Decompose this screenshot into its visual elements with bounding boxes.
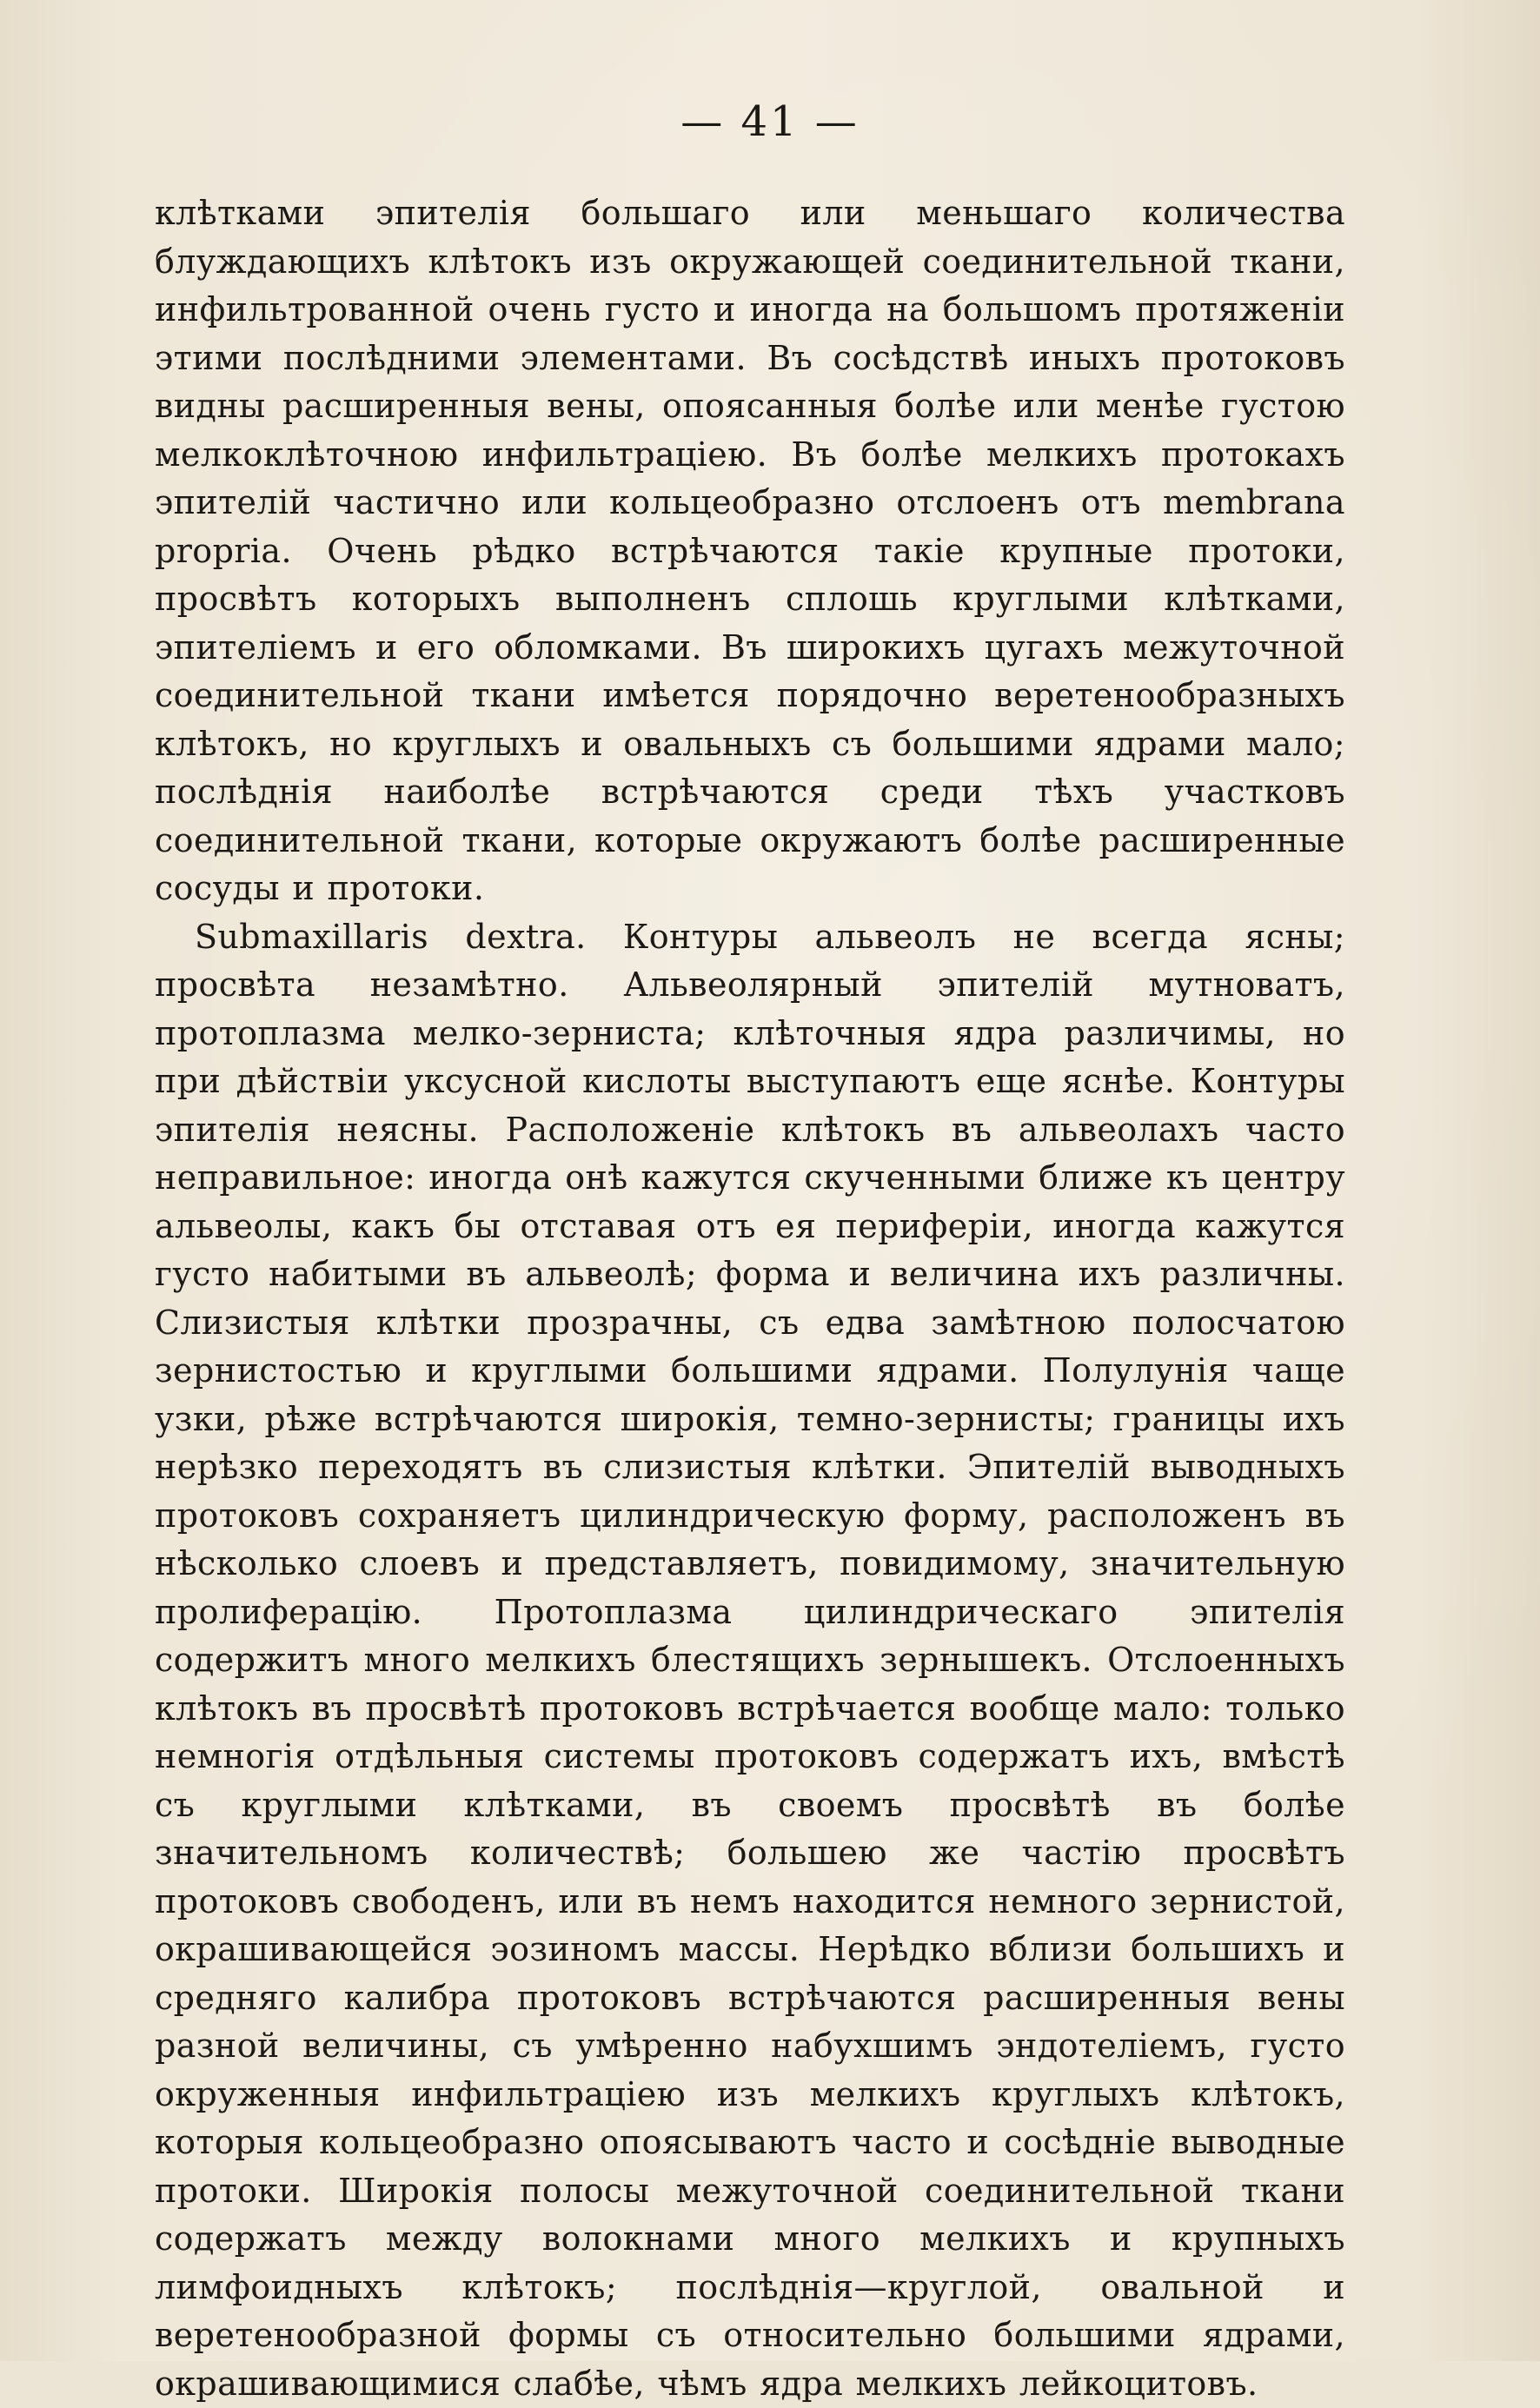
paragraph-submaxillaris-dextra: Submaxillaris dextra. Контуры альвеолъ не всегда ясны; просвѣта незамѣтно. Альвеолярный эпителій мутноватъ, протоплазма мелко-зерниста; клѣточныя ядра различимы, но при дѣйствіи уксусной кислоты выступаютъ еще яснѣе. Контуры эпителія неясны. Расположеніе клѣтокъ въ альвеолахъ часто неправильное: иногда онѣ кажутся скученными ближе къ центру альвеолы, какъ бы отставая отъ ея периферіи, иногда кажутся густо набитыми въ альвеолѣ; форма и величина ихъ различны. Слизистыя клѣтки прозрачны, съ едва замѣтною полосчатою зернистостью и круглыми большими ядрами. Полулунія чаще узки, рѣже встрѣчаются широкія, темно-зернисты; границы ихъ нерѣзко переходятъ въ слизистыя клѣтки. Эпителій выводныхъ протоковъ сохраняетъ цилиндрическую форму, расположенъ въ нѣсколько слоевъ и представляетъ, повидимому, значительную пролиферацію. Протоплазма цилиндрическаго эпителія содержитъ много мелкихъ блестящихъ зернышекъ. Отслоенныхъ клѣтокъ въ просвѣтѣ протоковъ встрѣчается вообще мало: только немногія отдѣльныя системы протоковъ содержатъ ихъ, вмѣстѣ съ круглыми клѣтками, въ своемъ просвѣтѣ въ болѣе значительномъ количествѣ; большею же частію просвѣтъ протоковъ свободенъ, или въ немъ находится немного зернистой, окрашивающейся эозиномъ массы. Нерѣдко вблизи большихъ и средняго калибра протоковъ встрѣчаются расширенныя вены разной величины, съ умѣренно набухшимъ эндотеліемъ, густо окруженныя инфильтраціею изъ мелкихъ круглыхъ клѣтокъ, которыя кольцеобразно опоясываютъ часто и сосѣдніе выводные протоки. Широкія полосы межуточной соединительной ткани содержатъ между волокнами много мелкихъ и крупныхъ лимфоидныхъ клѣтокъ; послѣднія—круглой, овальной и веретенообразной формы съ относительно большими ядрами, окрашивающимися слабѣе, чѣмъ ядра мелкихъ лейкоцитовъ. <box>155 913 1345 2408</box>
body-text <box>155 189 1345 2258</box>
paragraph-continuation: клѣтками эпителія большаго или меньшаго количества блуждающихъ клѣтокъ изъ окружающей соединительной ткани, инфильтрованной очень густо и иногда на большомъ протяженіи этими послѣдними элементами. Въ сосѣдствѣ иныхъ протоковъ видны расширенныя вены, опоясанныя болѣе или менѣе густою мелкоклѣточною инфильтраціею. Въ болѣе мелкихъ протокахъ эпителій частично или кольцеобразно отслоенъ отъ membrana propria. Очень рѣдко встрѣчаются такіе крупные протоки, просвѣтъ которыхъ выполненъ сплошь круглыми клѣтками, эпителіемъ и его обломками. Въ широкихъ цугахъ межуточной соединительной ткани имѣется порядочно веретенообразныхъ клѣтокъ, но круглыхъ и овальныхъ съ большими ядрами мало; послѣднія наиболѣе встрѣчаются среди тѣхъ участковъ соединительной ткани, которые окружаютъ болѣе расширенные сосуды и протоки. <box>155 189 1345 913</box>
page-number: — 41 — <box>0 97 1540 146</box>
